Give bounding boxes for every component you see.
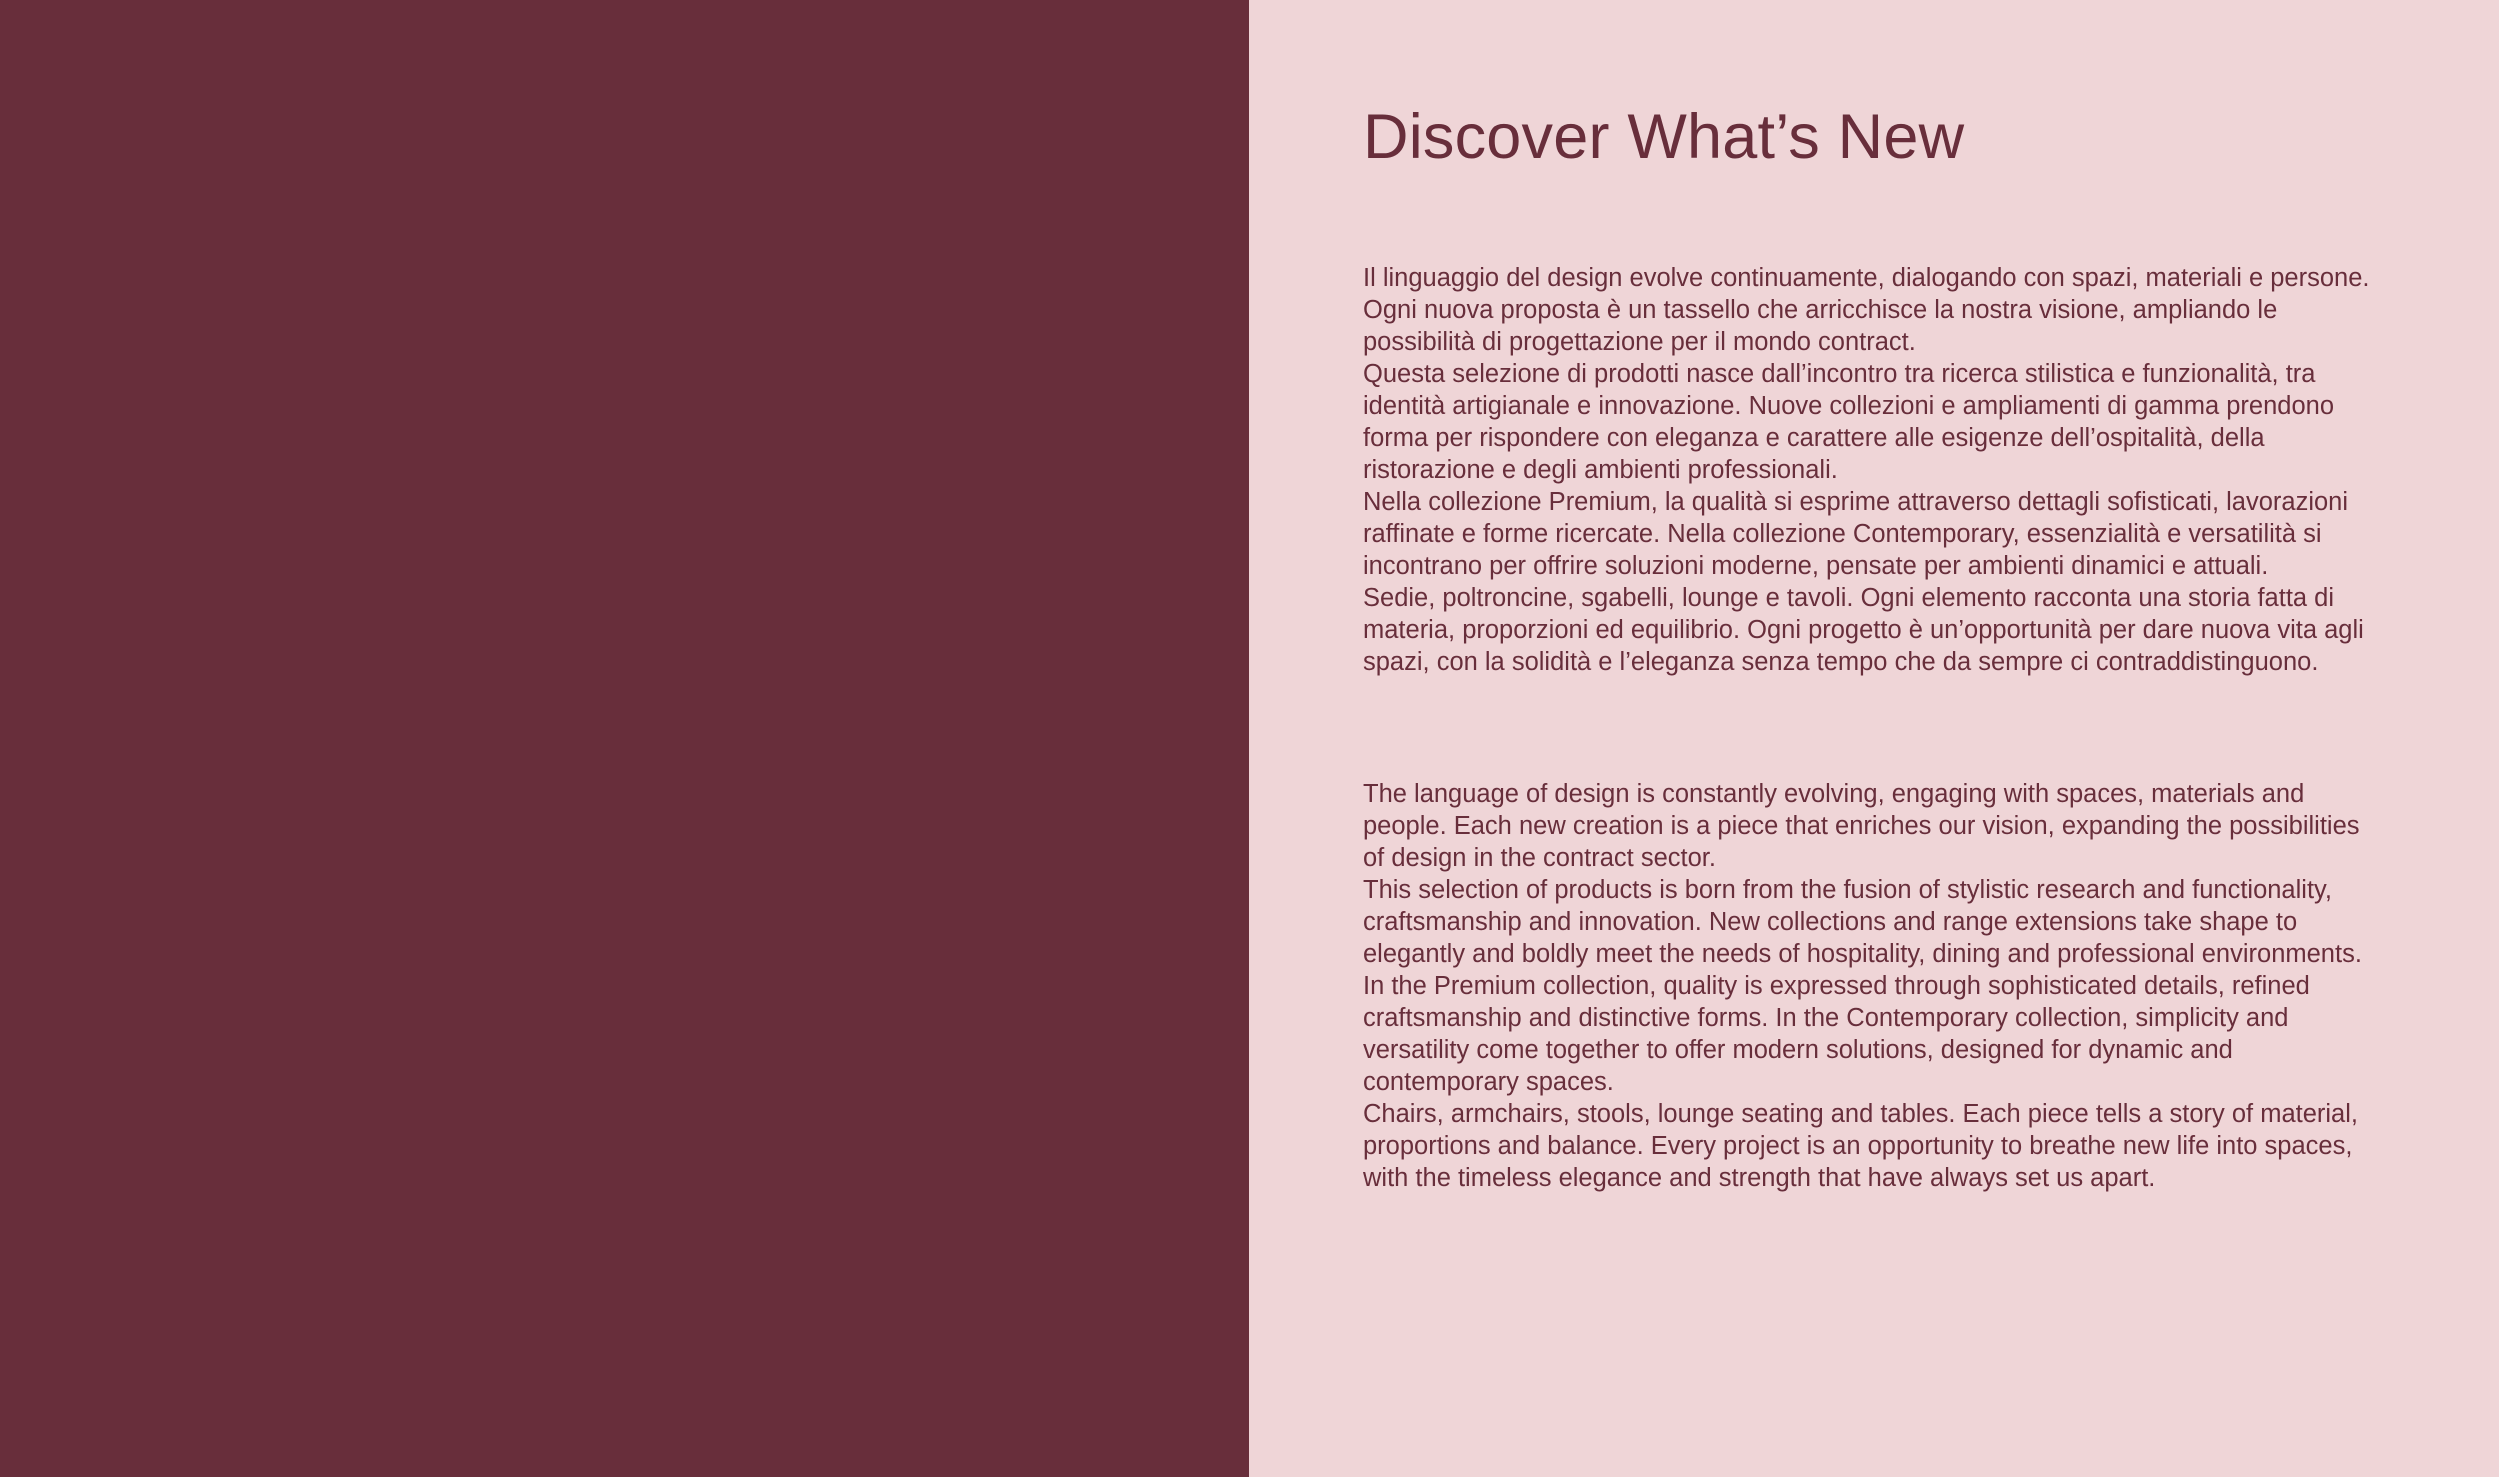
english-paragraph-2: This selection of products is born from the fusion of stylistic research and functionality, craftsmanship and innovation. New collections and range extensions take shape to elegantly and boldly meet the needs of hospitality, dining and professional environments. — [1363, 875, 2362, 968]
italian-paragraph-1: Il linguaggio del design evolve continuamente, dialogando con spazi, materiali e persone. Ogni nuova proposta è un tassello che arricchisce la nostra visione, ampliando le possibilità di progettazione per il mondo contract. — [1363, 263, 2370, 356]
italian-paragraph-2: Questa selezione di prodotti nasce dall’incontro tra ricerca stilistica e funzionalità, tra identità artigianale e innovazione. Nuove collezioni e ampliamenti di gamma prendono forma per rispondere con eleganza e carattere alle esigenze dell’ospitalità, della ristorazione e degli ambienti professionali. — [1363, 359, 2335, 484]
italian-text-block — [1363, 262, 2383, 678]
english-paragraph-4: Chairs, armchairs, stools, lounge seating and tables. Each piece tells a story of material, proportions and balance. Every project is an opportunity to breathe new life into spaces, with the timeless elegance and strength that have always set us apart. — [1363, 1099, 2358, 1192]
left-color-panel — [0, 0, 1249, 1477]
content-column — [1363, 100, 2383, 1194]
english-paragraph-3: In the Premium collection, quality is expressed through sophisticated details, refined craftsmanship and distinctive forms. In the Contemporary collection, simplicity and versatility come together to offer modern solutions, designed for dynamic and contemporary spaces. — [1363, 971, 2310, 1096]
italian-paragraph-4: Sedie, poltroncine, sgabelli, lounge e tavoli. Ogni elemento racconta una storia fatta di materia, proporzioni ed equilibrio. Ogni progetto è un’opportunità per dare nuova vita agli spazi, con la solidità e l’eleganza senza tempo che da sempre ci contraddistinguono. — [1363, 583, 2364, 676]
english-text-block — [1363, 778, 2383, 1194]
page-title: Discover What’s New — [1363, 102, 1965, 172]
italian-paragraph-3: Nella collezione Premium, la qualità si esprime attraverso dettagli sofisticati, lavorazioni raffinate e forme ricercate. Nella collezione Contemporary, essenzialità e versatilità si incontrano per offrire soluzioni moderne, pensate per ambienti dinamici e attuali. — [1363, 487, 2349, 580]
right-text-panel — [1249, 0, 2499, 1477]
english-paragraph-1: The language of design is constantly evolving, engaging with spaces, materials and people. Each new creation is a piece that enriches our vision, expanding the possibilities of design in the contract sector. — [1363, 779, 2360, 872]
